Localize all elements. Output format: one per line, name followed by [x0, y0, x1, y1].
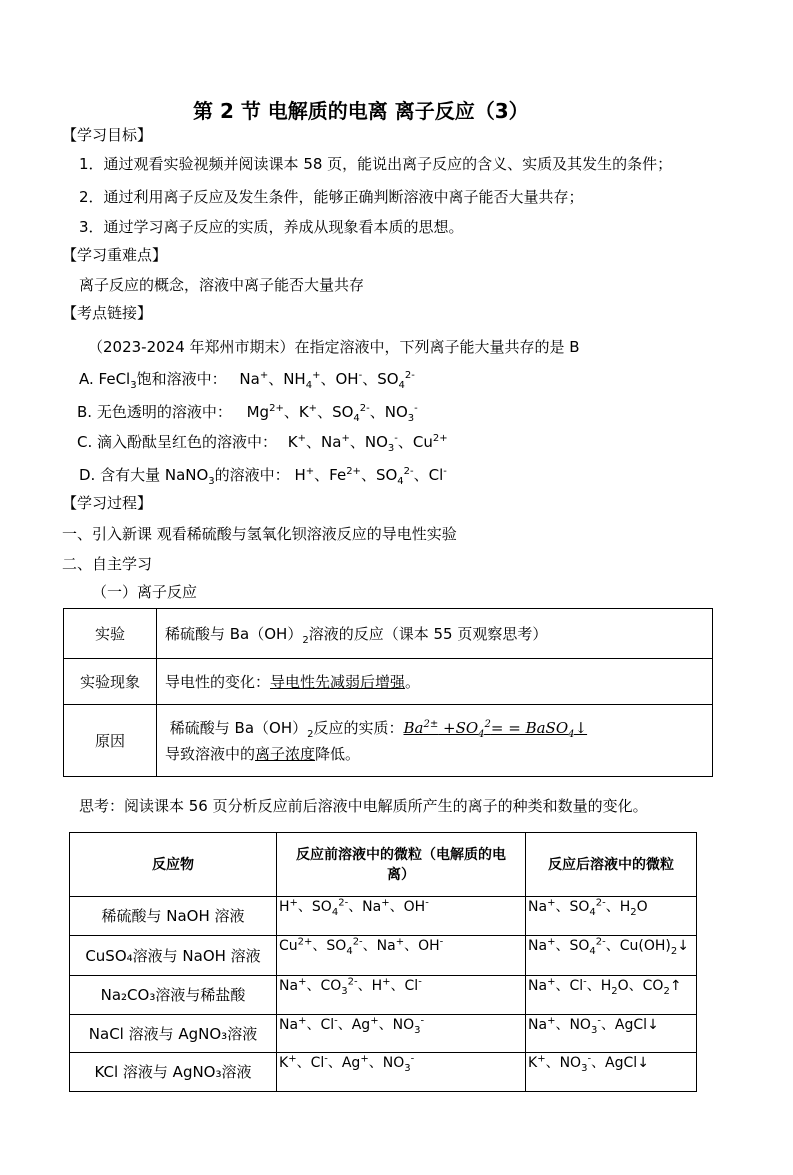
after-cell: K+、$NO_3^-$、AgCl↓ — [526, 1053, 697, 1092]
after-cell: Na+、$SO_4^{2-}$、$Cu(OH)_2↓$ — [526, 936, 697, 976]
option-b-ions: $Mg^{2+}$、K+、$SO_4^{2-}$、$NO_3^-$ — [246, 403, 418, 424]
subsection-ion-reaction: （一）离子反应 — [92, 583, 198, 601]
goal-item-3: 3．通过学习离子反应的实质，养成从现象看本质的思想。 — [79, 218, 464, 236]
table-cell-value: 稀硫酸与 $Ba(OH)_2$反应的实质：$Ba^{2\pm} +SO_4^2=$ = BaSO$_4$↓ 导致溶液中的离子浓度降低。 — [157, 705, 713, 777]
process-step-1: 一、引入新课 观看稀硫酸与氢氧化钡溶液反应的导电性实验 — [62, 525, 457, 543]
option-a-label: A. FeCl — [79, 370, 131, 388]
think-prompt: 思考：阅读课本 56 页分析反应前后溶液中电解质所产生的离子的种类和数量的变化。 — [79, 797, 648, 815]
section-heading-exam-link: 【考点链接】 — [62, 304, 153, 322]
after-cell: Na+、$SO_4^{2-}$、$H_2O$ — [526, 897, 697, 936]
table-cell-label: 实验 — [64, 609, 157, 659]
before-cell: K+、Cl-、Ag+、$NO_3^-$ — [277, 1053, 526, 1092]
table-row — [64, 609, 713, 659]
reactant-cell: NaCl 溶液与 AgNO₃溶液 — [70, 1015, 277, 1053]
reactant-cell: CuSO₄溶液与 NaOH 溶液 — [70, 936, 277, 976]
table-cell-value: 稀硫酸与 $Ba(OH)_2$溶液的反应（课本 55 页观察思考） — [157, 609, 713, 659]
answer-blank: 离子浓度 — [255, 744, 316, 763]
particles-table — [69, 832, 697, 1092]
option-c-ions: K+、Na+、$NO_3^-$、$Cu^{2+}$ — [287, 433, 448, 454]
option-a: A. FeCl$_3$饱和溶液中： Na+、$NH_4^+$、OH-、$SO_4^{2-}$ — [79, 370, 415, 391]
option-d-label: D. 含有大量 NaNO — [79, 466, 209, 484]
question-stem: （2023-2024 年郑州市期末）在指定溶液中，下列离子能大量共存的是 B — [88, 338, 580, 356]
before-cell: Na+、Cl-、Ag+、$NO_3^-$ — [277, 1015, 526, 1053]
process-step-2: 二、自主学习 — [62, 555, 153, 573]
option-a-condition: 饱和溶液中： — [136, 370, 227, 388]
answer-blank: 导电性先减弱后增强 — [270, 673, 406, 691]
reactant-cell: 稀硫酸与 NaOH 溶液 — [70, 897, 277, 936]
option-d: D. 含有大量 NaNO$_3$的溶液中： H+、$Fe^{2+}$、$SO_4^{2-}$、Cl- — [79, 466, 447, 487]
table-row — [70, 897, 697, 936]
table-cell-label: 原因 — [64, 705, 157, 777]
option-a-ions: Na+、$NH_4^+$、OH-、$SO_4^{2-}$ — [239, 370, 415, 391]
after-cell: Na+、Cl-、$H_2O$、$CO_2↑$ — [526, 976, 697, 1015]
table-cell-label: 实验现象 — [64, 659, 157, 705]
option-d-condition: 的溶液中： — [214, 466, 290, 484]
header-before: 反应前溶液中的微粒（电解质的电 离） — [277, 833, 526, 897]
goal-item-2: 2．通过利用离子反应及发生条件，能够正确判断溶液中离子能否大量共存； — [79, 188, 584, 206]
reactant-cell: KCl 溶液与 AgNO₃溶液 — [70, 1053, 277, 1092]
table-row — [70, 976, 697, 1015]
option-b-label: B. 无色透明的溶液中： — [77, 403, 232, 421]
table-row — [70, 1053, 697, 1092]
reactant-cell: Na₂CO₃溶液与稀盐酸 — [70, 976, 277, 1015]
table-cell-value: 导电性的变化：导电性先减弱后增强。 — [157, 659, 713, 705]
before-cell: $Cu^{2+}$、$SO_4^{2-}$、Na+、OH- — [277, 936, 526, 976]
option-c — [77, 432, 448, 452]
experiment-table — [63, 608, 713, 777]
section-heading-key-points: 【学习重难点】 — [62, 246, 168, 264]
after-cell: Na+、$NO_3^-$、AgCl↓ — [526, 1015, 697, 1053]
before-cell: H+、$SO_4^{2-}$、Na+、OH- — [277, 897, 526, 936]
option-b — [77, 402, 418, 422]
option-c-label: C. 滴入酚酞呈红色的溶液中： — [77, 433, 278, 451]
table-row — [70, 1015, 697, 1053]
page-title: 第 2 节 电解质的电离 离子反应（3） — [193, 99, 529, 123]
section-heading-process: 【学习过程】 — [62, 494, 153, 512]
table-row — [64, 705, 713, 777]
section-heading-goals: 【学习目标】 — [62, 126, 153, 144]
option-d-ions: H+、$Fe^{2+}$、$SO_4^{2-}$、Cl- — [294, 466, 447, 487]
key-points-text: 离子反应的概念，溶液中离子能否大量共存 — [79, 276, 365, 294]
table-row — [70, 936, 697, 976]
header-reactants: 反应物 — [70, 833, 277, 897]
header-after: 反应后溶液中的微粒 — [526, 833, 697, 897]
table-row — [64, 659, 713, 705]
table-header-row — [70, 833, 697, 897]
before-cell: Na+、$CO_3^{2-}$、H+、Cl- — [277, 976, 526, 1015]
ionic-equation: $Ba^{2\pm} +SO_4^2=$ = BaSO$_4$↓ — [403, 718, 588, 740]
goal-item-1: 1．通过观看实验视频并阅读课本 58 页，能说出离子反应的含义、实质及其发生的条件； — [79, 155, 673, 173]
